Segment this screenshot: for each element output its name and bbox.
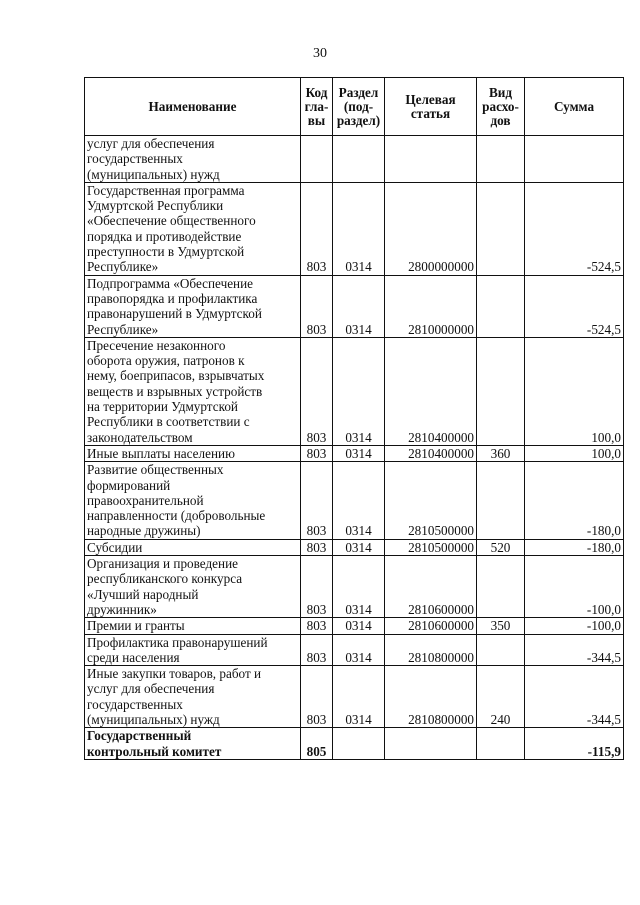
row-name-cell: Государственная программа Удмуртской Республики «Обеспечение общественного порядка и противодействие преступности в Удмуртской Республике» — [85, 182, 301, 275]
row-kind-cell — [477, 462, 525, 539]
row-sum-cell: -180,0 — [525, 539, 624, 555]
table-row — [85, 618, 624, 634]
table-row — [85, 136, 624, 183]
row-sum-cell: -100,0 — [525, 618, 624, 634]
table-row — [85, 539, 624, 555]
row-name-cell: Премии и гранты — [85, 618, 301, 634]
row-section-cell: 0314 — [333, 666, 385, 728]
row-target-cell: 2810800000 — [385, 634, 477, 666]
row-target-cell: 2800000000 — [385, 182, 477, 275]
row-target-cell — [385, 728, 477, 760]
row-code-cell: 803 — [301, 182, 333, 275]
row-name-cell: Подпрограмма «Обеспечение правопорядка и профилактика правонарушений в Удмуртской Республике» — [85, 275, 301, 337]
row-section-cell: 0314 — [333, 337, 385, 445]
row-sum-cell: -524,5 — [525, 182, 624, 275]
row-sum-cell: 100,0 — [525, 445, 624, 461]
header-kind: Вид расхо- дов — [477, 78, 525, 136]
table-row — [85, 462, 624, 539]
row-code-cell: 803 — [301, 634, 333, 666]
row-kind-cell — [477, 182, 525, 275]
table-row — [85, 337, 624, 445]
row-name-cell: Организация и проведение республиканского конкурса «Лучший народный дружинник» — [85, 556, 301, 618]
row-sum-cell — [525, 136, 624, 183]
row-sum-cell: -344,5 — [525, 634, 624, 666]
row-section-cell — [333, 136, 385, 183]
row-target-cell: 2810400000 — [385, 445, 477, 461]
row-code-cell: 803 — [301, 618, 333, 634]
row-section-cell: 0314 — [333, 618, 385, 634]
table-row — [85, 556, 624, 618]
row-section-cell: 0314 — [333, 445, 385, 461]
row-section-cell: 0314 — [333, 634, 385, 666]
table-row — [85, 634, 624, 666]
row-section-cell: 0314 — [333, 462, 385, 539]
row-kind-cell — [477, 275, 525, 337]
row-code-cell: 803 — [301, 666, 333, 728]
row-target-cell — [385, 136, 477, 183]
row-target-cell: 2810600000 — [385, 618, 477, 634]
row-kind-cell: 360 — [477, 445, 525, 461]
row-sum-cell: -344,5 — [525, 666, 624, 728]
table-row — [85, 275, 624, 337]
row-sum-cell: -180,0 — [525, 462, 624, 539]
row-target-cell: 2810000000 — [385, 275, 477, 337]
budget-table — [84, 77, 624, 760]
header-section: Раздел (под- раздел) — [333, 78, 385, 136]
row-kind-cell: 520 — [477, 539, 525, 555]
row-kind-cell: 350 — [477, 618, 525, 634]
row-target-cell: 2810500000 — [385, 539, 477, 555]
row-code-cell: 803 — [301, 275, 333, 337]
table-row — [85, 445, 624, 461]
row-name-cell: услуг для обеспечения государственных (муниципальных) нужд — [85, 136, 301, 183]
header-row — [85, 78, 624, 136]
row-name-cell: Иные выплаты населению — [85, 445, 301, 461]
row-target-cell: 2810600000 — [385, 556, 477, 618]
table-row — [85, 666, 624, 728]
row-section-cell: 0314 — [333, 556, 385, 618]
row-name-cell: Пресечение незаконного оборота оружия, патронов к нему, боеприпасов, взрывчатых веществ и взрывных устройств на территории Удмуртской Республики в соответствии с законодательством — [85, 337, 301, 445]
row-code-cell: 803 — [301, 445, 333, 461]
row-name-cell: Субсидии — [85, 539, 301, 555]
row-name-cell: Развитие общественных формирований правоохранительной направленности (добровольные народные дружины) — [85, 462, 301, 539]
row-section-cell: 0314 — [333, 182, 385, 275]
table-row — [85, 182, 624, 275]
row-target-cell: 2810400000 — [385, 337, 477, 445]
header-target: Целевая статья — [385, 78, 477, 136]
row-target-cell: 2810800000 — [385, 666, 477, 728]
row-section-cell: 0314 — [333, 539, 385, 555]
row-sum-cell: 100,0 — [525, 337, 624, 445]
row-kind-cell — [477, 337, 525, 445]
header-sum: Сумма — [525, 78, 624, 136]
row-target-cell: 2810500000 — [385, 462, 477, 539]
row-section-cell — [333, 728, 385, 760]
row-kind-cell — [477, 556, 525, 618]
row-sum-cell: -524,5 — [525, 275, 624, 337]
row-kind-cell — [477, 634, 525, 666]
row-sum-cell: -100,0 — [525, 556, 624, 618]
row-kind-cell — [477, 136, 525, 183]
row-section-cell: 0314 — [333, 275, 385, 337]
row-code-cell: 805 — [301, 728, 333, 760]
row-kind-cell — [477, 728, 525, 760]
row-name-cell: Государственный контрольный комитет — [85, 728, 301, 760]
row-name-cell: Профилактика правонарушений среди населения — [85, 634, 301, 666]
table-body — [85, 136, 624, 760]
row-sum-cell: -115,9 — [525, 728, 624, 760]
row-code-cell: 803 — [301, 462, 333, 539]
row-kind-cell: 240 — [477, 666, 525, 728]
page-number: 30 — [313, 46, 327, 61]
row-code-cell: 803 — [301, 539, 333, 555]
row-code-cell: 803 — [301, 337, 333, 445]
row-name-cell: Иные закупки товаров, работ и услуг для обеспечения государственных (муниципальных) нужд — [85, 666, 301, 728]
header-name: Наименование — [85, 78, 301, 136]
header-code: Код гла- вы — [301, 78, 333, 136]
row-code-cell — [301, 136, 333, 183]
row-code-cell: 803 — [301, 556, 333, 618]
table-row — [85, 728, 624, 760]
